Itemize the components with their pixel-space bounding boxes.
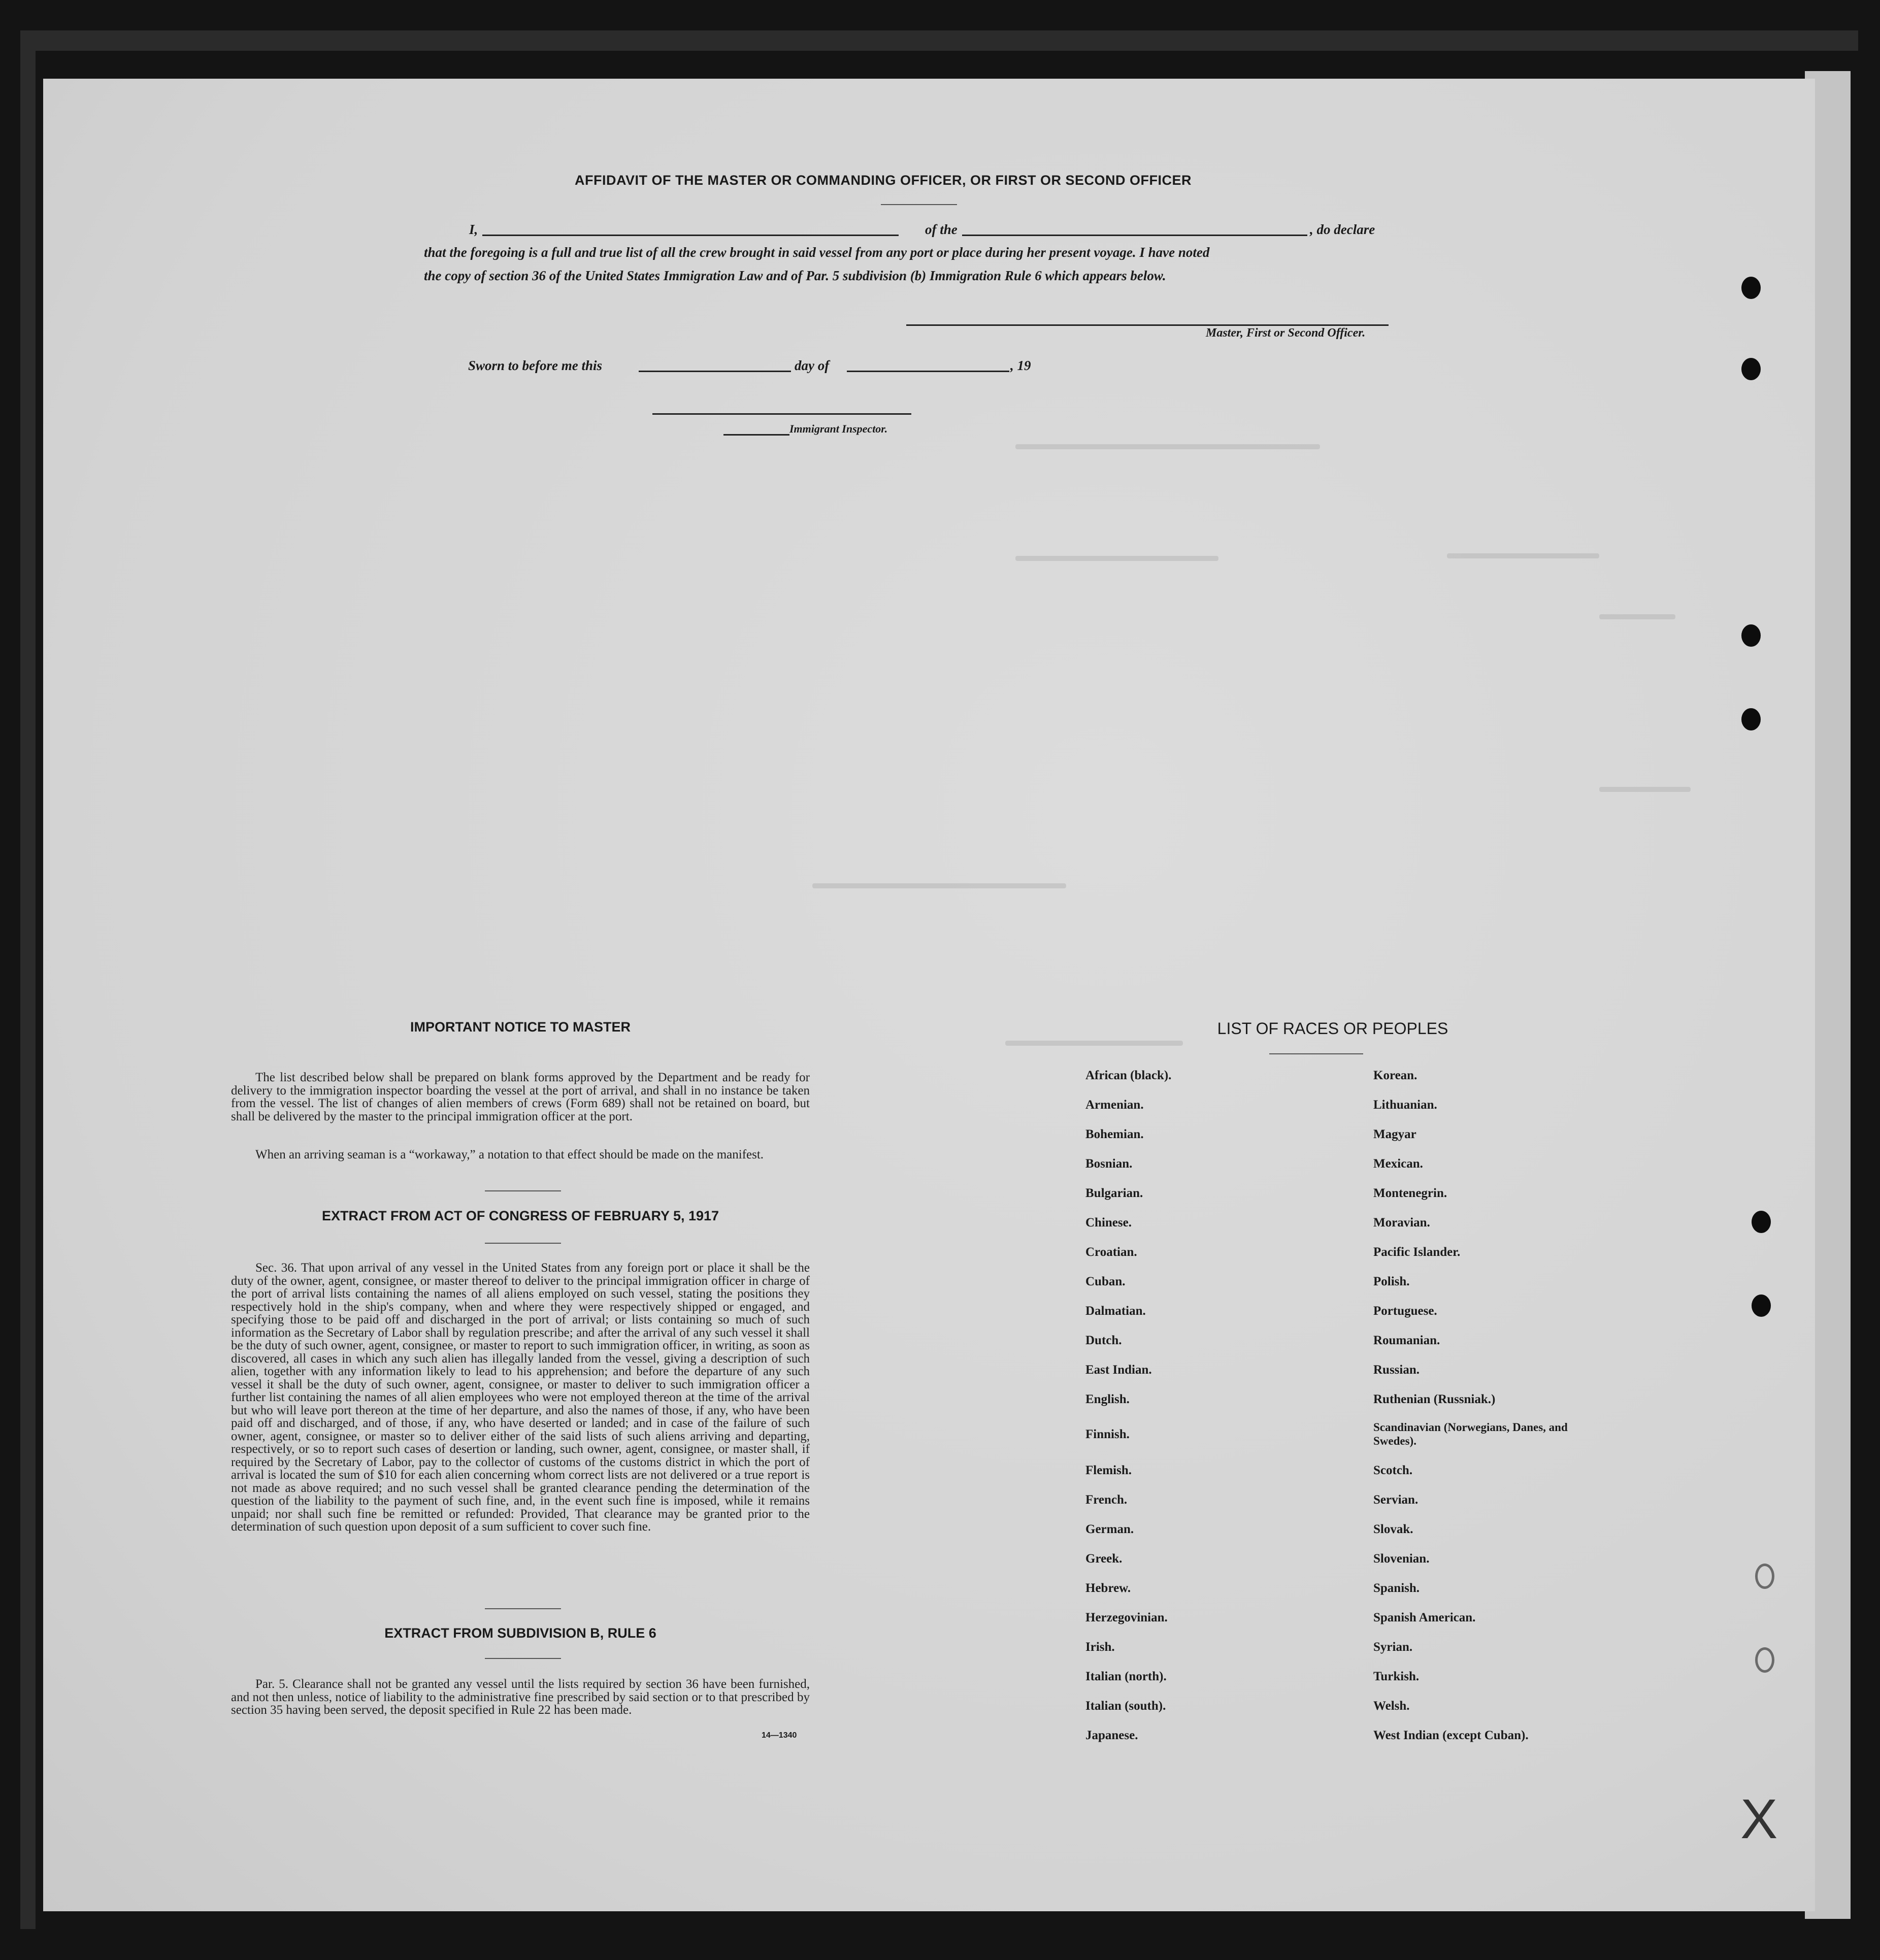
rule-extract-text: Par. 5. Clearance shall not be granted any vessel until the lists required by section 36 have been furnished, and not then unless, notice of liability to the administrative fine prescribed by said section or to that prescribed by section 35 having been served, the deposit specified in Rule 22 has been made. <box>231 1677 810 1717</box>
race-item: Dutch. <box>1085 1334 1122 1347</box>
bleed-through <box>1015 444 1320 449</box>
race-item: Welsh. <box>1373 1699 1410 1713</box>
race-item: Roumanian. <box>1373 1334 1440 1347</box>
name-blank <box>482 222 899 236</box>
race-item: East Indian. <box>1085 1363 1152 1377</box>
binder-hole-6 <box>1752 1294 1771 1317</box>
month-blank <box>847 358 1009 372</box>
race-item: Turkish. <box>1373 1670 1420 1683</box>
race-item: Montenegrin. <box>1373 1186 1447 1200</box>
race-item: Flemish. <box>1085 1464 1132 1477</box>
binder-hole-8 <box>1755 1647 1774 1673</box>
do-declare-label: , do declare <box>1310 222 1375 237</box>
race-item: Bulgarian. <box>1085 1186 1143 1200</box>
race-item: West Indian (except Cuban). <box>1373 1729 1529 1742</box>
notice-paragraph-2: When an arriving seaman is a “workaway,” a notation to that effect should be made on the manifest. <box>255 1148 764 1161</box>
race-item: Servian. <box>1373 1493 1419 1507</box>
notice-rule <box>485 1190 561 1191</box>
race-item: Irish. <box>1085 1640 1115 1654</box>
race-item: Italian (north). <box>1085 1670 1167 1683</box>
race-item: Japanese. <box>1085 1729 1138 1742</box>
signature-line <box>906 317 1389 326</box>
race-item: Herzegovinian. <box>1085 1611 1168 1624</box>
handwritten-x-mark: X <box>1740 1788 1778 1850</box>
act-extract-rule <box>485 1243 561 1244</box>
act-extract-end-rule <box>485 1608 561 1609</box>
race-item: Ruthenian (Russniak.) <box>1373 1392 1496 1406</box>
notice-paragraph-1: The list described below shall be prepared on blank forms approved by the Department and be ready for delivery to the immigration inspector boarding the vessel at the port of arrival, and shall in no instance be taken from the vessel. The list of changes of alien members of crews (Form 689) shall not be retained on board, but shall be delivered by the master to the principal immigration officer at the port. <box>231 1071 810 1123</box>
race-item: Cuban. <box>1085 1275 1126 1288</box>
i-label: I, <box>469 222 478 237</box>
race-item: German. <box>1085 1522 1134 1536</box>
notice-heading: IMPORTANT NOTICE TO MASTER <box>410 1019 631 1035</box>
bleed-through <box>812 883 1066 888</box>
act-extract-heading: EXTRACT FROM ACT OF CONGRESS OF FEBRUARY 5, 1917 <box>321 1208 719 1223</box>
bleed-through <box>1015 556 1218 561</box>
bleed-through <box>1447 553 1599 558</box>
race-item: Bohemian. <box>1085 1127 1144 1141</box>
day-blank <box>639 358 791 372</box>
affidavit-line-3: the copy of section 36 of the United States Immigration Law and of Par. 5 subdivision (b) Immigration Rule 6 which appears below. <box>424 268 1166 283</box>
inspector-caption: Immigrant Inspector. <box>789 422 888 435</box>
race-item: Korean. <box>1373 1069 1417 1082</box>
inspector-prefix-blank <box>723 424 789 436</box>
races-heading: LIST OF RACES OR PEOPLES <box>1217 1019 1448 1038</box>
race-item: Scotch. <box>1373 1464 1413 1477</box>
race-item: Magyar <box>1373 1127 1416 1141</box>
act-extract-text: Sec. 36. That upon arrival of any vessel in the United States from any foreign port or place it shall be the duty of the owner, agent, consignee, or master thereof to deliver to the principal immigration officer in charge of the port of arrival lists containing the names of all aliens employed on such vessel, stating the positions they respectively hold in the ship's company, when and where they were respectively shipped or engaged, and specifying those to be paid off and discharged in the port of arrival; or lists containing so much of such information as the Secretary of Labor shall by regulation prescribe; and after the arrival of any such vessel it shall be the duty of such owner, agent, consignee, or master to report to such immigration officer, in writing, as soon as discovered, all cases in which any such alien has illegally landed from the vessel, giving a description of such alien, together with any information likely to lead to his apprehension; and before the departure of any such vessel it shall be the duty of such owner, agent, consignee, or master to deliver to such immigration officer a further list containing the names of all alien employees who were not employed thereon at the time of the arrival but who will leave port thereon at the time of her departure, and also the names of those, if any, who have been paid off and discharged, and of those, if any, who have deserted or landed; and in case of the failure of such owner, agent, consignee, or master so to deliver either of the said lists of such aliens arriving and departing, respectively, or so to report such cases of desertion or landing, such owner, agent, consignee, or master shall, if required by the Secretary of Labor, pay to the collector of customs of the customs district in which the port of arrival is located the sum of $10 for each alien concerning whom correct lists are not delivered or a true report is not made as above required; and no such vessel shall be granted clearance pending the determination of the question of the liability to the payment of such fine, and, in the event such fine is imposed, while it remains unpaid; nor shall such fine be remitted or refunded: Provided, That clearance may be granted prior to the determination of such question upon deposit of a sum sufficient to cover such fine. <box>231 1261 810 1534</box>
race-item: Lithuanian. <box>1373 1098 1437 1112</box>
year-label: , 19 <box>1010 358 1031 373</box>
race-item: African (black). <box>1085 1069 1172 1082</box>
race-item: Bosnian. <box>1085 1157 1133 1171</box>
race-item: Croatian. <box>1085 1245 1137 1259</box>
binder-hole-7 <box>1755 1564 1774 1589</box>
race-item: Portuguese. <box>1373 1304 1437 1318</box>
binder-hole-4 <box>1741 708 1761 730</box>
affidavit-title: AFFIDAVIT OF THE MASTER OR COMMANDING OFFICER, OR FIRST OR SECOND OFFICER <box>575 173 1192 188</box>
inspector-signature-line <box>652 406 911 415</box>
bleed-through <box>1599 614 1675 619</box>
binder-hole-3 <box>1741 624 1761 647</box>
race-item: Italian (south). <box>1085 1699 1166 1713</box>
form-number: 14—1340 <box>762 1731 797 1740</box>
race-item: Slovak. <box>1373 1522 1413 1536</box>
bleed-through <box>1599 787 1691 792</box>
race-item: Syrian. <box>1373 1640 1413 1654</box>
race-item: Polish. <box>1373 1275 1410 1288</box>
signature-caption: Master, First or Second Officer. <box>1206 326 1366 340</box>
of-the-label: of the <box>925 222 958 237</box>
rule-extract-rule <box>485 1658 561 1659</box>
vessel-blank <box>962 222 1307 236</box>
race-item: Slovenian. <box>1373 1552 1430 1566</box>
binder-hole-2 <box>1741 358 1761 380</box>
race-item: Greek. <box>1085 1552 1123 1566</box>
race-item: Moravian. <box>1373 1216 1430 1230</box>
bleed-through <box>1005 1041 1183 1046</box>
race-item: Finnish. <box>1085 1427 1130 1441</box>
affidavit-line-2: that the foregoing is a full and true list of all the crew brought in said vessel from any port or place during her present voyage. I have noted <box>424 245 1210 260</box>
race-item: Armenian. <box>1085 1098 1144 1112</box>
races-rule <box>1269 1053 1363 1054</box>
scan-edge-left <box>20 30 36 1929</box>
race-item: French. <box>1085 1493 1128 1507</box>
race-item: Dalmatian. <box>1085 1304 1146 1318</box>
race-item: Pacific Islander. <box>1373 1245 1461 1259</box>
race-item: Spanish American. <box>1373 1611 1476 1624</box>
race-item: English. <box>1085 1392 1130 1406</box>
day-of-label: day of <box>795 358 830 373</box>
title-rule <box>881 204 957 205</box>
binder-hole-1 <box>1741 277 1761 299</box>
race-item: Mexican. <box>1373 1157 1423 1171</box>
race-item: Chinese. <box>1085 1216 1132 1230</box>
race-item: Spanish. <box>1373 1581 1420 1595</box>
binder-hole-5 <box>1752 1211 1771 1233</box>
scan-edge-top <box>20 30 1858 51</box>
race-item: Hebrew. <box>1085 1581 1131 1595</box>
race-item: Scandinavian (Norwegians, Danes, and Swedes). <box>1373 1421 1568 1447</box>
race-item: Russian. <box>1373 1363 1420 1377</box>
sworn-label: Sworn to before me this <box>468 358 603 373</box>
rule-extract-heading: EXTRACT FROM SUBDIVISION B, RULE 6 <box>384 1625 656 1641</box>
